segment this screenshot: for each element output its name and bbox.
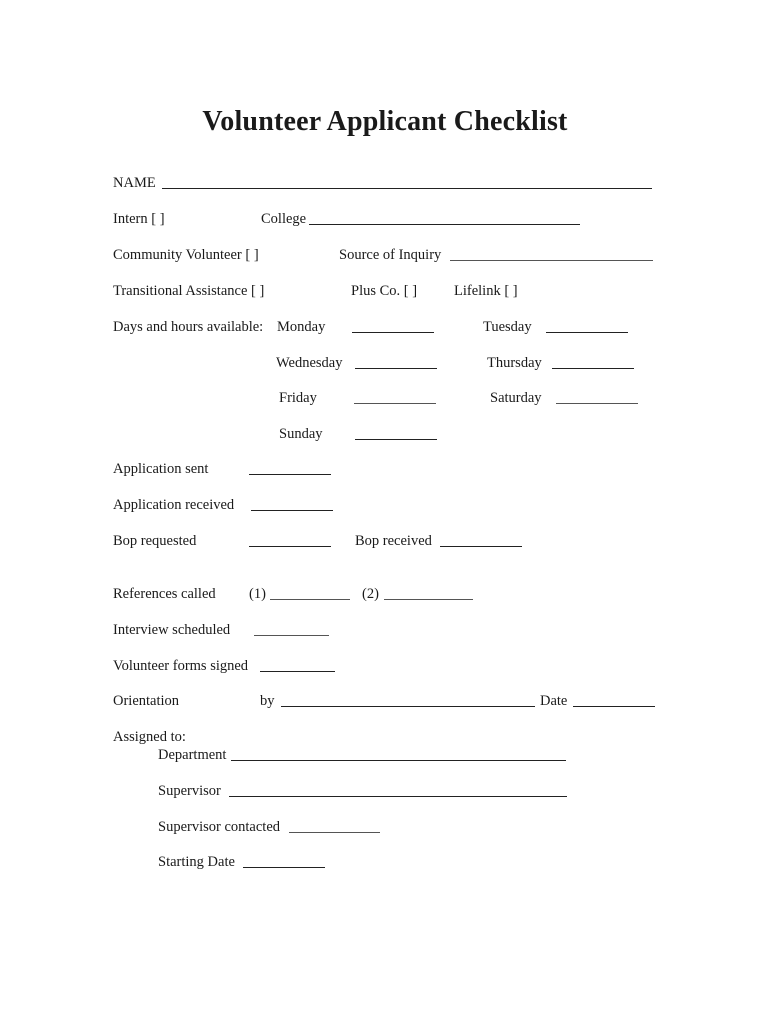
reference-1-field-line[interactable] [270,599,350,600]
application-sent-field-line[interactable] [249,474,331,475]
transitional-assistance-checkbox-label[interactable]: Transitional Assistance [ ] [113,283,265,299]
friday-field-line[interactable] [354,403,436,404]
application-received-label: Application received [113,497,235,513]
monday-field-line[interactable] [352,332,434,333]
supervisor-field-line[interactable] [229,796,567,797]
date-label: Date [540,693,568,709]
orientation-label: Orientation [113,693,180,709]
reference-2-label: (2) [362,586,379,602]
supervisor-label: Supervisor [158,783,221,799]
volunteer-forms-signed-field-line[interactable] [260,671,335,672]
college-label: College [261,211,307,227]
orientation-date-field-line[interactable] [573,706,655,707]
wednesday-field-line[interactable] [355,368,437,369]
reference-1-label: (1) [249,586,266,602]
sunday-label: Sunday [279,426,323,442]
name-field-line[interactable] [162,188,652,189]
assigned-to-label: Assigned to: [113,729,186,745]
source-of-inquiry-label: Source of Inquiry [339,247,442,263]
tuesday-label: Tuesday [483,319,532,335]
volunteer-forms-signed-label: Volunteer forms signed [113,658,249,674]
community-volunteer-checkbox-label[interactable]: Community Volunteer [ ] [113,247,259,263]
thursday-label: Thursday [487,355,542,371]
saturday-label: Saturday [490,390,542,406]
wednesday-label: Wednesday [276,355,343,371]
application-sent-label: Application sent [113,461,209,477]
friday-label: Friday [279,390,317,406]
intern-checkbox-label[interactable]: Intern [ ] [113,211,165,227]
references-called-label: References called [113,586,216,602]
tuesday-field-line[interactable] [546,332,628,333]
plus-co-checkbox-label[interactable]: Plus Co. [ ] [351,283,418,299]
bop-requested-field-line[interactable] [249,546,331,547]
by-label: by [260,693,275,709]
bop-received-label: Bop received [355,533,432,549]
thursday-field-line[interactable] [552,368,634,369]
interview-scheduled-label: Interview scheduled [113,622,231,638]
application-received-field-line[interactable] [251,510,333,511]
monday-label: Monday [277,319,326,335]
lifelink-checkbox-label[interactable]: Lifelink [ ] [454,283,518,299]
days-hours-label: Days and hours available: [113,319,264,335]
starting-date-field-line[interactable] [243,867,325,868]
sunday-field-line[interactable] [355,439,437,440]
college-field-line[interactable] [309,224,580,225]
source-of-inquiry-field-line[interactable] [450,260,653,261]
bop-requested-label: Bop requested [113,533,197,549]
starting-date-label: Starting Date [158,854,235,870]
supervisor-contacted-field-line[interactable] [289,832,380,833]
name-label: NAME [113,175,156,191]
form-title: Volunteer Applicant Checklist [202,106,568,137]
reference-2-field-line[interactable] [384,599,473,600]
bop-received-field-line[interactable] [440,546,522,547]
saturday-field-line[interactable] [556,403,638,404]
orientation-by-field-line[interactable] [281,706,535,707]
supervisor-contacted-label: Supervisor contacted [158,819,281,835]
department-field-line[interactable] [231,760,566,761]
interview-scheduled-field-line[interactable] [254,635,329,636]
department-label: Department [158,747,227,763]
